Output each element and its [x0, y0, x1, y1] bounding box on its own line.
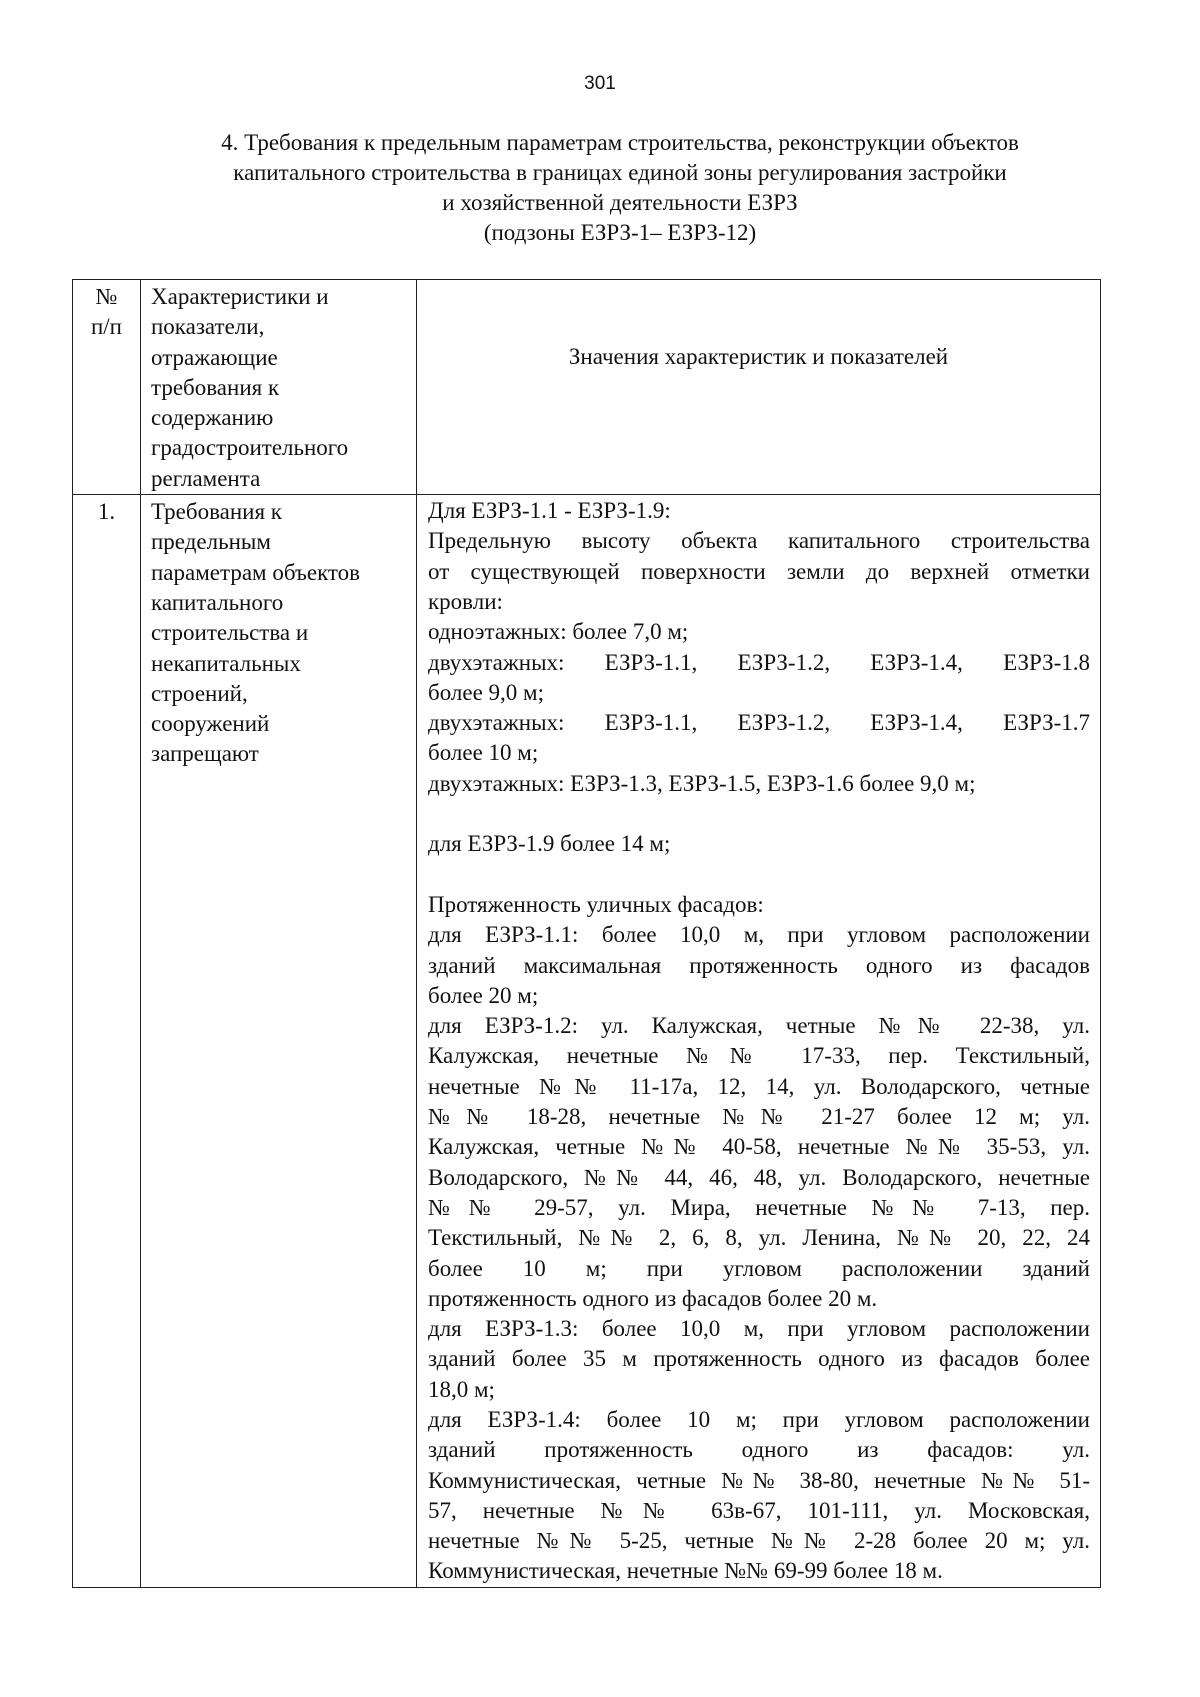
value-line: №№ 18-28, нечетные №№ 21-27 более 12 м; ул.: [428, 1104, 1090, 1130]
value-line: для ЕЗРЗ-1.3: более 10,0 м, при угловом расположении: [428, 1316, 1090, 1342]
characteristic-line: параметрам объектов: [151, 559, 361, 585]
section-title-line: и хозяйственной деятельности ЕЗРЗ: [442, 190, 798, 215]
value-line: для ЕЗРЗ-1.2: ул. Калужская, четные №№ 22-38, ул.: [428, 1013, 1090, 1039]
value-line: нечетные №№ 5-25, четные №№ 2-28 более 20 м; ул.: [428, 1528, 1090, 1554]
value-line: Коммунистическая, нечетные №№ 69-99 более 18 м.: [428, 1558, 943, 1584]
value-line: №№ 29-57, ул. Мира, нечетные №№ 7-13, пер.: [428, 1194, 1090, 1220]
value-line: кровли:: [428, 588, 503, 614]
characteristic-line: предельным: [151, 529, 271, 555]
header-characteristics-line: Характеристики и: [151, 284, 329, 309]
value-line: двухэтажных: ЕЗРЗ-1.3, ЕЗРЗ-1.5, ЕЗРЗ-1.6 более 9,0 м;: [428, 770, 976, 796]
table-header-row: [73, 280, 1101, 495]
characteristic-line: капитального: [151, 589, 284, 615]
characteristic-line: Требования к: [151, 499, 282, 525]
header-number-cell: [73, 280, 141, 495]
value-line: Володарского, №№ 44, 46, 48, ул. Володарского, нечетные: [428, 1164, 1090, 1190]
section-title-line: капитального строительства в границах единой зоны регулирования застройки: [233, 160, 1007, 185]
characteristic-line: строений,: [151, 680, 248, 706]
header-number-line: №: [95, 284, 118, 309]
characteristic-line: сооружений: [151, 711, 270, 737]
value-line: более 9,0 м;: [428, 679, 544, 705]
header-characteristics-line: показатели,: [151, 314, 265, 340]
page-number: 301: [584, 73, 616, 94]
characteristic-line: строительства и: [151, 620, 309, 646]
value-line: нечетные №№ 11-17а, 12, 14, ул. Володарского, четные: [428, 1073, 1090, 1099]
value-line: для ЕЗРЗ-1.4: более 10 м; при угловом расположении: [428, 1406, 1090, 1432]
row-characteristic-cell: [141, 495, 417, 1588]
value-line: зданий протяженность одного из фасадов: ул.: [428, 1437, 1090, 1463]
value-line: более 10 м; при угловом расположении зданий: [428, 1255, 1090, 1281]
row-value-cell: [417, 495, 1101, 1588]
header-values-cell: Значения характеристик и показателей: [417, 280, 1101, 495]
section-title: [90, 128, 1150, 248]
section-title-line: 4. Требования к предельным параметрам строительства, реконструкции объектов: [221, 130, 1019, 155]
value-line: от существующей поверхности земли до верхней отметки: [428, 558, 1090, 584]
header-characteristics-line: содержанию: [151, 405, 274, 431]
blank-line: [428, 799, 1090, 829]
row-number-cell: 1.: [73, 495, 141, 1588]
header-number-line: п/п: [90, 314, 122, 340]
value-line: Для ЕЗРЗ-1.1 - ЕЗРЗ-1.9:: [428, 498, 671, 524]
value-line: более 10 м;: [428, 740, 539, 766]
value-line: Калужская, четные №№ 40-58, нечетные №№ 35-53, ул.: [428, 1134, 1090, 1160]
header-characteristics-line: требования к: [151, 374, 280, 400]
value-line: более 20 м;: [428, 982, 539, 1008]
value-line: для ЕЗРЗ-1.9 более 14 м;: [428, 831, 671, 857]
value-line: Калужская, нечетные №№ 17-33, пер. Текстильный,: [428, 1043, 1090, 1069]
value-line: двухэтажных: ЕЗРЗ-1.1, ЕЗРЗ-1.2, ЕЗРЗ-1.4, ЕЗРЗ-1.8: [428, 649, 1090, 675]
value-line: протяженность одного из фасадов более 20 м.: [428, 1285, 878, 1311]
header-characteristics-cell: [141, 280, 417, 495]
regulation-table: [72, 279, 1101, 1588]
characteristic-line: некапитальных: [151, 650, 301, 676]
value-line: Предельную высоту объекта капитального строительства: [428, 528, 1090, 554]
value-line: для ЕЗРЗ-1.1: более 10,0 м, при угловом расположении: [428, 922, 1090, 948]
table-row: [73, 495, 1101, 1588]
section-subtitle: (подзоны ЕЗРЗ-1– ЕЗРЗ-12): [483, 220, 757, 245]
characteristic-line: запрещают: [151, 741, 259, 767]
value-line: Протяженность уличных фасадов:: [428, 891, 764, 917]
header-characteristics-line: регламента: [151, 465, 261, 491]
value-line: зданий более 35 м протяженность одного из фасадов более: [428, 1346, 1090, 1372]
value-line: Текстильный, №№ 2, 6, 8, ул. Ленина, №№ 20, 22, 24: [428, 1225, 1090, 1251]
value-line: двухэтажных: ЕЗРЗ-1.1, ЕЗРЗ-1.2, ЕЗРЗ-1.4, ЕЗРЗ-1.7: [428, 710, 1090, 736]
blank-line: [428, 860, 1090, 890]
value-line: одноэтажных: более 7,0 м;: [428, 619, 689, 645]
value-line: 57, нечетные №№ 63в-67, 101-111, ул. Московская,: [428, 1497, 1090, 1523]
value-line: Коммунистическая, четные №№ 38-80, нечетные №№ 51-: [428, 1467, 1090, 1493]
header-characteristics-line: градостроительного: [151, 435, 349, 461]
header-characteristics-line: отражающие: [151, 344, 278, 370]
value-line: зданий максимальная протяженность одного из фасадов: [428, 952, 1090, 978]
value-line: 18,0 м;: [428, 1376, 495, 1402]
